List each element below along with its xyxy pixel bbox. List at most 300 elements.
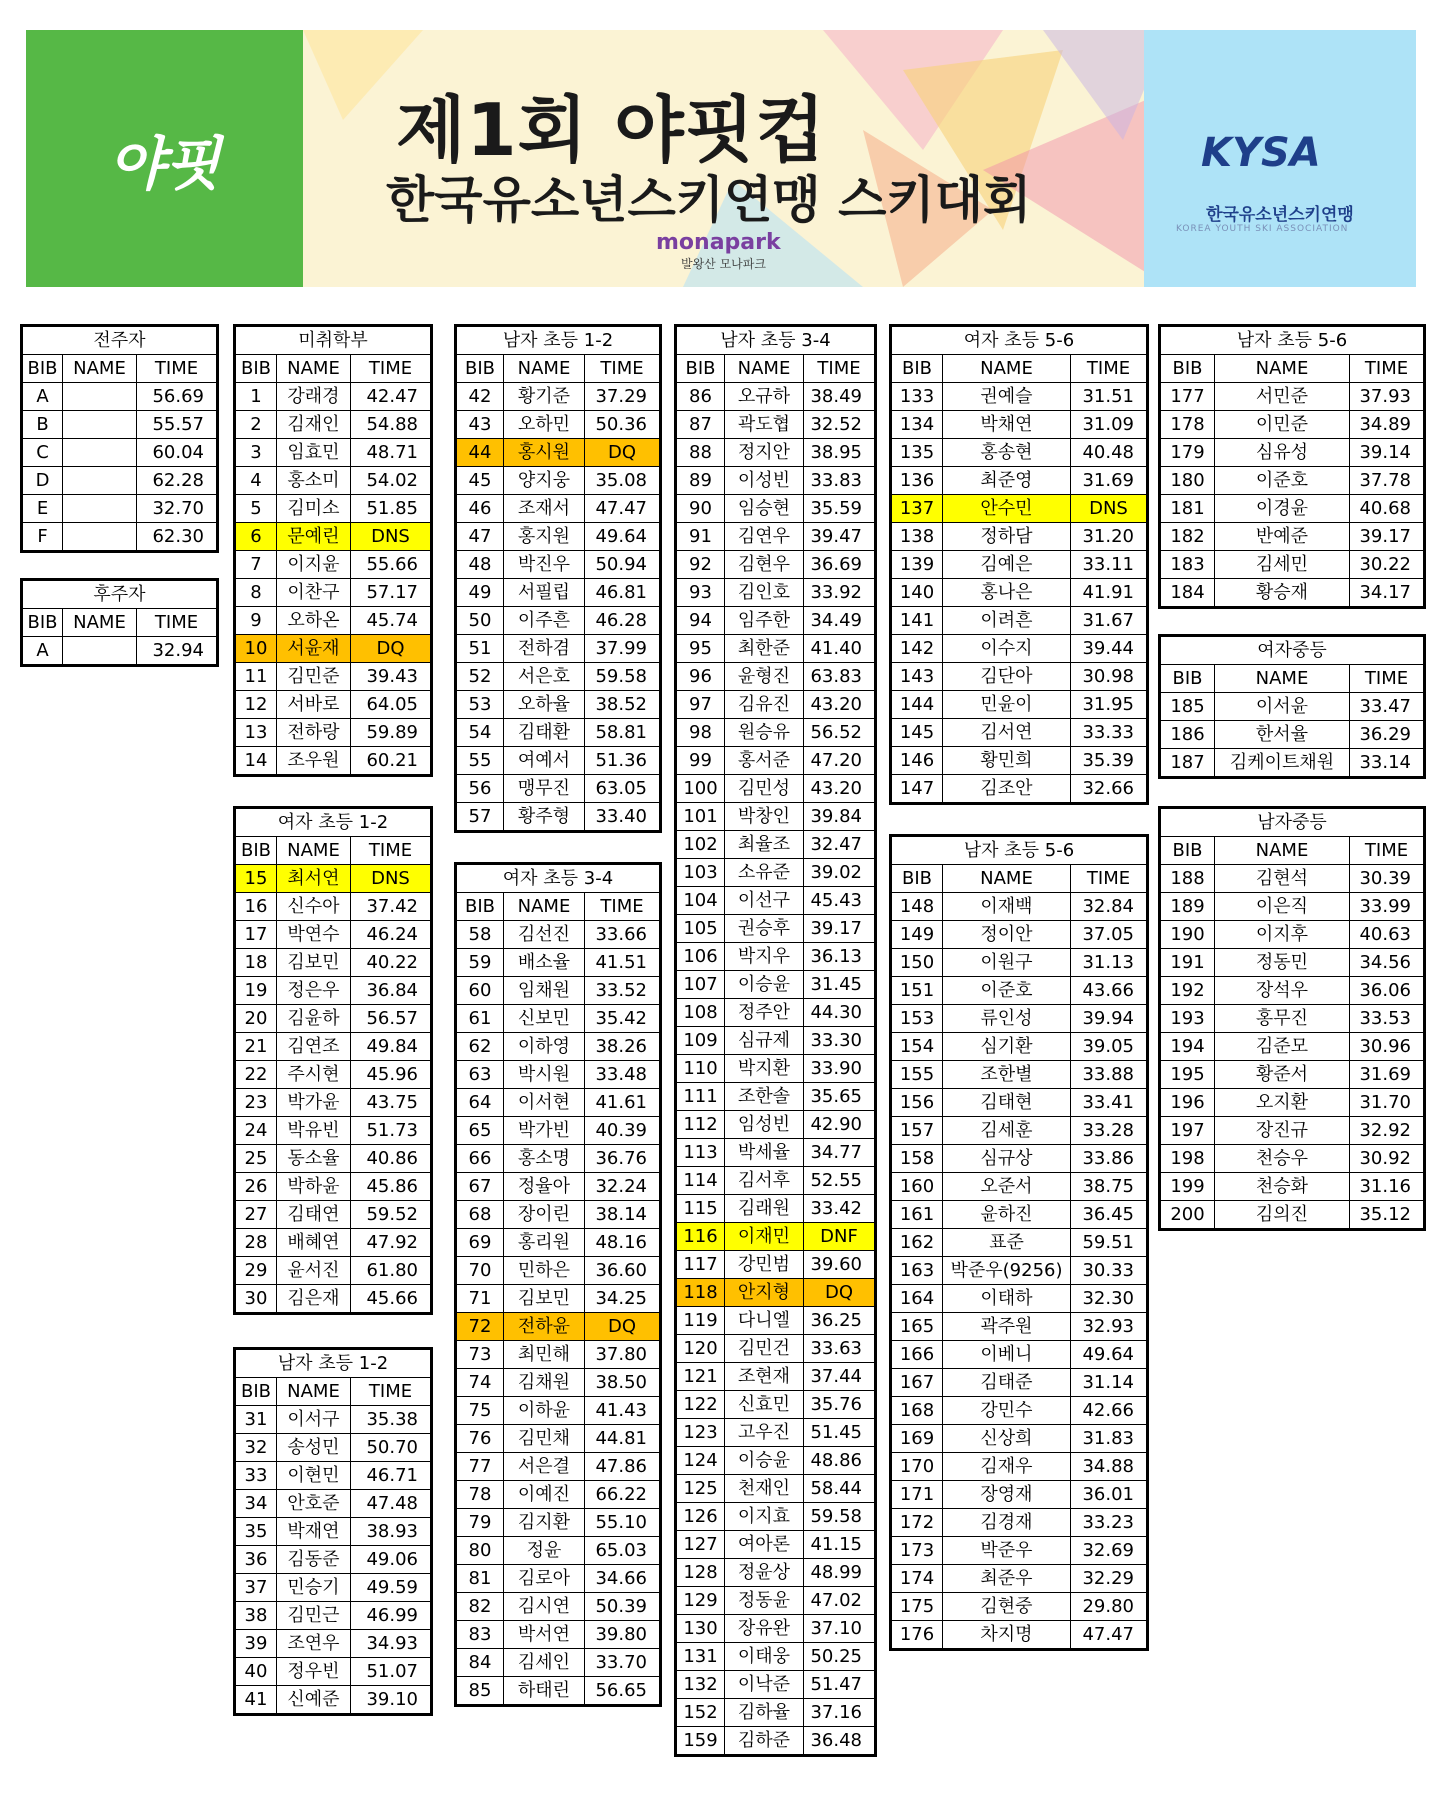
time-cell: 62.28 [152, 470, 204, 491]
time-cell: TIME [600, 358, 644, 379]
name-cell: 강민범 [725, 1251, 804, 1278]
time-cell: 31.69 [1359, 1064, 1411, 1085]
time-cell: 47.92 [366, 1232, 418, 1253]
name-cell: 이은직 [1215, 893, 1350, 920]
results-table [20, 578, 219, 667]
name-cell: 천승우 [1215, 1145, 1350, 1172]
kysa-logo: KYSA [1201, 130, 1321, 176]
time-cell: DQ [804, 1279, 874, 1306]
name-cell: 고우진 [725, 1419, 804, 1446]
bib-cell: 51 [457, 635, 504, 662]
time-cell: 49.59 [366, 1577, 418, 1598]
bib-cell: 199 [1161, 1173, 1215, 1200]
time-cell: 33.52 [595, 980, 647, 1001]
bib-cell: BIB [23, 609, 63, 636]
table-row [236, 1462, 430, 1490]
bib-cell: 56 [457, 775, 504, 802]
time-cell: 32.94 [152, 640, 204, 661]
time-cell: 38.52 [595, 694, 647, 715]
table-row [457, 1201, 659, 1229]
name-cell: 오하율 [504, 691, 585, 718]
results-table [1158, 806, 1426, 1231]
table-row [892, 1033, 1146, 1061]
name-cell: 차지명 [943, 1621, 1071, 1648]
time-cell: 64.05 [366, 694, 418, 715]
name-cell: 민윤이 [943, 691, 1071, 718]
time-cell: 33.63 [810, 1338, 862, 1359]
time-cell: 35.12 [1359, 1204, 1411, 1225]
time-cell: 59.52 [366, 1204, 418, 1225]
bib-cell: 168 [892, 1397, 943, 1424]
name-cell: 이승윤 [725, 1447, 804, 1474]
table-row [236, 635, 430, 663]
bib-cell: 177 [1161, 383, 1215, 410]
table-row [892, 1005, 1146, 1033]
table-row [236, 949, 430, 977]
bib-cell: 106 [677, 943, 725, 970]
time-cell: 32.66 [1082, 778, 1134, 799]
bib-cell: 191 [1161, 949, 1215, 976]
bib-cell: 148 [892, 893, 943, 920]
name-cell: 김서후 [725, 1167, 804, 1194]
time-cell: TIME [600, 896, 644, 917]
bib-cell: 11 [236, 663, 277, 690]
table-row [23, 637, 216, 664]
table-row [457, 1033, 659, 1061]
event-title: 제1회 야핏컵 [396, 88, 826, 172]
name-cell: 배소율 [504, 949, 585, 976]
name-cell: 주시현 [277, 1061, 351, 1088]
time-cell: 32.70 [152, 498, 204, 519]
bib-cell: 82 [457, 1593, 504, 1620]
bib-cell: 69 [457, 1229, 504, 1256]
time-cell: DQ [585, 1313, 659, 1340]
name-cell: 이준호 [943, 977, 1071, 1004]
table-row [457, 663, 659, 691]
table-row [1161, 977, 1423, 1005]
table-row [457, 495, 659, 523]
table-row [23, 383, 216, 411]
name-cell: 안호준 [277, 1490, 351, 1517]
name-cell: 이낙준 [725, 1671, 804, 1698]
name-cell: 김재우 [943, 1453, 1071, 1480]
bib-cell: 71 [457, 1285, 504, 1312]
bib-cell: F [23, 523, 63, 550]
bib-cell: 89 [677, 467, 725, 494]
name-cell: 황주형 [504, 803, 585, 830]
time-cell: 62.30 [152, 526, 204, 547]
table-row [236, 523, 430, 551]
table-row [677, 1531, 874, 1559]
bib-cell: 129 [677, 1587, 725, 1614]
bib-cell: BIB [457, 893, 504, 920]
table-row [457, 467, 659, 495]
table-row [892, 1509, 1146, 1537]
name-cell: 최율조 [725, 831, 804, 858]
name-cell: 정은우 [277, 977, 351, 1004]
name-cell: 이려흔 [943, 607, 1071, 634]
table-row [1161, 551, 1423, 579]
table-row [457, 1481, 659, 1509]
name-cell: 조재서 [504, 495, 585, 522]
time-cell: 47.20 [810, 750, 862, 771]
bib-cell: 181 [1161, 495, 1215, 522]
time-cell: 36.01 [1082, 1484, 1134, 1505]
time-cell: TIME [1364, 840, 1409, 861]
time-cell: 31.69 [1082, 470, 1134, 491]
time-cell: 42.66 [1082, 1400, 1134, 1421]
name-cell: 이서윤 [1215, 693, 1350, 720]
bib-cell: 96 [677, 663, 725, 690]
name-cell: 김하율 [725, 1699, 804, 1726]
table-row [236, 607, 430, 635]
bib-cell: 75 [457, 1397, 504, 1424]
time-cell: 56.65 [595, 1680, 647, 1701]
table-title: 여자 초등 3-4 [457, 865, 659, 893]
time-cell: 56.69 [152, 386, 204, 407]
name-cell: 서은호 [504, 663, 585, 690]
table-row [677, 411, 874, 439]
time-cell: 40.39 [595, 1120, 647, 1141]
bib-cell: A [23, 383, 63, 410]
bib-cell: E [23, 495, 63, 522]
time-cell: 47.47 [595, 498, 647, 519]
table-row [892, 1061, 1146, 1089]
table-row [236, 411, 430, 439]
name-cell: 정윤 [504, 1537, 585, 1564]
table-row [677, 1279, 874, 1307]
time-cell: 60.04 [152, 442, 204, 463]
table-row [457, 1313, 659, 1341]
bib-cell: 156 [892, 1089, 943, 1116]
time-cell: 43.20 [810, 694, 862, 715]
name-cell: 권예슬 [943, 383, 1071, 410]
name-cell: 정주안 [725, 999, 804, 1026]
name-cell: 신수아 [277, 893, 351, 920]
name-cell: 홍송현 [943, 439, 1071, 466]
name-cell: 원승유 [725, 719, 804, 746]
time-cell: 29.80 [1082, 1596, 1134, 1617]
bib-cell: 62 [457, 1033, 504, 1060]
bib-cell: 23 [236, 1089, 277, 1116]
time-cell: 34.93 [366, 1633, 418, 1654]
bib-cell: 55 [457, 747, 504, 774]
time-cell: 32.24 [595, 1176, 647, 1197]
table-row [677, 607, 874, 635]
table-row [457, 719, 659, 747]
time-cell: 41.51 [595, 952, 647, 973]
table-row [1161, 523, 1423, 551]
table-row [677, 1167, 874, 1195]
bib-cell: 85 [457, 1677, 504, 1704]
time-cell: 51.85 [366, 498, 418, 519]
time-cell: 59.58 [810, 1506, 862, 1527]
table-row [1161, 467, 1423, 495]
bib-cell: 95 [677, 635, 725, 662]
bib-cell: 104 [677, 887, 725, 914]
header-banner [26, 30, 1416, 287]
table-row [677, 467, 874, 495]
name-cell: 김하준 [725, 1727, 804, 1754]
name-cell: NAME [943, 355, 1071, 382]
time-cell: 41.40 [810, 638, 862, 659]
name-cell: NAME [277, 355, 351, 382]
name-cell: 박채연 [943, 411, 1071, 438]
name-cell: NAME [725, 355, 804, 382]
bib-cell: 192 [1161, 977, 1215, 1004]
name-cell: NAME [1215, 665, 1350, 692]
time-cell: 51.07 [366, 1661, 418, 1682]
time-cell: 31.83 [1082, 1428, 1134, 1449]
time-cell: 50.25 [810, 1646, 862, 1667]
bib-cell: 47 [457, 523, 504, 550]
time-cell: 35.42 [595, 1008, 647, 1029]
table-row [236, 1546, 430, 1574]
results-table [1158, 634, 1426, 779]
time-cell: 43.66 [1082, 980, 1134, 1001]
bib-cell: 33 [236, 1462, 277, 1489]
time-cell: 41.15 [810, 1534, 862, 1555]
time-cell: 49.64 [595, 526, 647, 547]
table-row [457, 607, 659, 635]
time-cell: 34.77 [810, 1142, 862, 1163]
name-cell: 이하윤 [504, 1397, 585, 1424]
table-header-row [23, 609, 216, 637]
table-row [892, 949, 1146, 977]
time-cell: 35.76 [810, 1394, 862, 1415]
time-cell: 51.36 [595, 750, 647, 771]
time-cell: 36.60 [595, 1260, 647, 1281]
bib-cell: 1 [236, 383, 277, 410]
table-row [457, 1145, 659, 1173]
table-row [236, 1201, 430, 1229]
table-row [677, 1699, 874, 1727]
bib-cell: 142 [892, 635, 943, 662]
name-cell: 한서율 [1215, 721, 1350, 748]
table-header-row [236, 355, 430, 383]
name-cell: 조현재 [725, 1363, 804, 1390]
table-row [457, 1677, 659, 1704]
name-cell: 조한별 [943, 1061, 1071, 1088]
table-row [236, 1005, 430, 1033]
name-cell: 윤하진 [943, 1201, 1071, 1228]
bib-cell: 184 [1161, 579, 1215, 606]
table-row [236, 719, 430, 747]
table-row [236, 1061, 430, 1089]
time-cell: 44.30 [810, 1002, 862, 1023]
time-cell: 38.49 [810, 386, 862, 407]
bib-cell: 169 [892, 1425, 943, 1452]
table-row [677, 1475, 874, 1503]
table-row [457, 1089, 659, 1117]
table-row [457, 1453, 659, 1481]
bib-cell: 80 [457, 1537, 504, 1564]
bib-cell: 162 [892, 1229, 943, 1256]
time-cell: 31.51 [1082, 386, 1134, 407]
time-cell: 33.66 [595, 924, 647, 945]
table-row [1161, 749, 1423, 776]
name-cell: 홍지원 [504, 523, 585, 550]
name-cell [63, 383, 137, 410]
name-cell: 홍나은 [943, 579, 1071, 606]
bib-cell: 188 [1161, 865, 1215, 892]
name-cell: 홍무진 [1215, 1005, 1350, 1032]
table-row [677, 831, 874, 859]
bib-cell: 8 [236, 579, 277, 606]
table-row [1161, 383, 1423, 411]
time-cell: 38.93 [366, 1521, 418, 1542]
time-cell: 47.48 [366, 1493, 418, 1514]
bib-cell: 112 [677, 1111, 725, 1138]
name-cell: NAME [277, 1378, 351, 1405]
bib-cell: 94 [677, 607, 725, 634]
table-row [677, 775, 874, 803]
table-row [892, 607, 1146, 635]
name-cell: 김민준 [277, 663, 351, 690]
table-row [1161, 439, 1423, 467]
name-cell: 박창인 [725, 803, 804, 830]
table-row [457, 1649, 659, 1677]
time-cell: 41.91 [1082, 582, 1134, 603]
table-row [236, 691, 430, 719]
name-cell: 정동윤 [725, 1587, 804, 1614]
time-cell: 33.30 [810, 1030, 862, 1051]
time-cell: 36.76 [595, 1148, 647, 1169]
time-cell: 59.89 [366, 722, 418, 743]
bib-cell: 171 [892, 1481, 943, 1508]
name-cell: 최준우 [943, 1565, 1071, 1592]
name-cell: NAME [63, 355, 137, 382]
table-row [677, 859, 874, 887]
time-cell: TIME [368, 358, 413, 379]
time-cell: 33.90 [810, 1058, 862, 1079]
bib-cell: BIB [457, 355, 504, 382]
name-cell: 김서연 [943, 719, 1071, 746]
table-row [892, 663, 1146, 691]
time-cell: 56.57 [366, 1008, 418, 1029]
table-row [677, 1195, 874, 1223]
time-cell: 38.50 [595, 1372, 647, 1393]
bib-cell: 7 [236, 551, 277, 578]
table-title: 여자 초등 1-2 [236, 809, 430, 837]
table-row [236, 1602, 430, 1630]
time-cell: 55.57 [152, 414, 204, 435]
name-cell: 김보민 [504, 1285, 585, 1312]
bib-cell: B [23, 411, 63, 438]
bib-cell: 66 [457, 1145, 504, 1172]
name-cell: NAME [1215, 837, 1350, 864]
results-table [20, 324, 219, 553]
bib-cell: 155 [892, 1061, 943, 1088]
time-cell: 34.17 [1359, 582, 1411, 603]
bib-cell: 167 [892, 1369, 943, 1396]
table-row [236, 1434, 430, 1462]
bib-cell: 98 [677, 719, 725, 746]
bib-cell: 144 [892, 691, 943, 718]
bib-cell: 141 [892, 607, 943, 634]
time-cell: 65.03 [595, 1540, 647, 1561]
bib-cell: 115 [677, 1195, 725, 1222]
time-cell: 40.63 [1359, 924, 1411, 945]
table-row [677, 1083, 874, 1111]
time-cell: 33.11 [1082, 554, 1134, 575]
table-row [236, 467, 430, 495]
table-title: 남자 초등 5-6 [1161, 327, 1423, 355]
table-title: 전주자 [23, 327, 216, 355]
time-cell: 32.47 [810, 834, 862, 855]
bib-cell: 175 [892, 1593, 943, 1620]
table-row [236, 1089, 430, 1117]
name-cell: 반예준 [1215, 523, 1350, 550]
time-cell: 32.30 [1082, 1288, 1134, 1309]
name-cell: 박준우(9256) [943, 1257, 1071, 1284]
bib-cell: 149 [892, 921, 943, 948]
table-row [892, 977, 1146, 1005]
time-cell: TIME [1086, 358, 1131, 379]
time-cell: 32.52 [810, 414, 862, 435]
time-cell: 45.96 [366, 1064, 418, 1085]
time-cell: 33.42 [810, 1198, 862, 1219]
name-cell: 김태연 [277, 1201, 351, 1228]
name-cell: 김현우 [725, 551, 804, 578]
time-cell: 39.44 [1082, 638, 1134, 659]
bib-cell: 111 [677, 1083, 725, 1110]
name-cell: 이경윤 [1215, 495, 1350, 522]
time-cell: 39.17 [1359, 526, 1411, 547]
time-cell: 31.16 [1359, 1176, 1411, 1197]
association-name-en: KOREA YOUTH SKI ASSOCIATION [1176, 224, 1349, 234]
table-title: 여자중등 [1161, 637, 1423, 665]
table-row [677, 971, 874, 999]
name-cell: 박가윤 [277, 1089, 351, 1116]
bib-cell: 2 [236, 411, 277, 438]
bib-cell: 102 [677, 831, 725, 858]
results-table [454, 862, 662, 1707]
name-cell: 서필립 [504, 579, 585, 606]
table-row [236, 439, 430, 467]
bib-cell: 193 [1161, 1005, 1215, 1032]
name-cell: 장이린 [504, 1201, 585, 1228]
bib-cell: 10 [236, 635, 277, 662]
monapark-logo: monapark [656, 230, 781, 255]
table-row [677, 579, 874, 607]
table-row [236, 977, 430, 1005]
time-cell: 60.21 [366, 750, 418, 771]
bib-cell: 173 [892, 1537, 943, 1564]
bib-cell: 65 [457, 1117, 504, 1144]
name-cell: 홍소명 [504, 1145, 585, 1172]
name-cell: 곽도협 [725, 411, 804, 438]
bib-cell: BIB [892, 355, 943, 382]
time-cell: 40.48 [1082, 442, 1134, 463]
table-row [236, 383, 430, 411]
time-cell: 32.29 [1082, 1568, 1134, 1589]
bib-cell: 58 [457, 921, 504, 948]
table-row [1161, 721, 1423, 749]
table-row [677, 523, 874, 551]
table-row [677, 803, 874, 831]
name-cell: 서민준 [1215, 383, 1350, 410]
time-cell: 36.06 [1359, 980, 1411, 1001]
table-row [236, 1145, 430, 1173]
name-cell: 김시연 [504, 1593, 585, 1620]
table-row [236, 1658, 430, 1686]
table-row [892, 1453, 1146, 1481]
name-cell: 김세민 [1215, 551, 1350, 578]
name-cell: 김인호 [725, 579, 804, 606]
bib-cell: 19 [236, 977, 277, 1004]
table-row [1161, 1117, 1423, 1145]
